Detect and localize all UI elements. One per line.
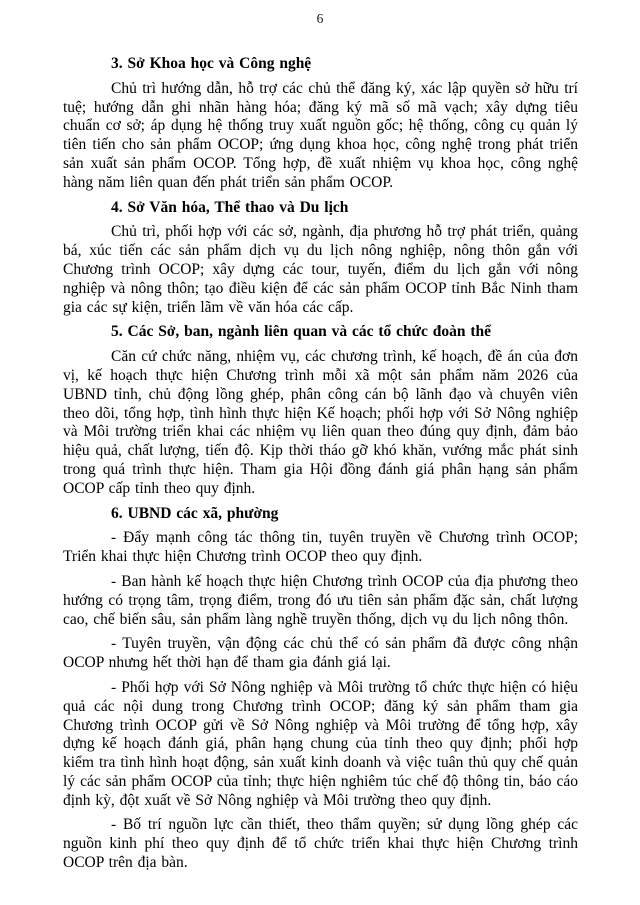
- section-4-paragraph: Chủ trì, phối hợp với các sở, ngành, địa phương hỗ trợ phát triển, quảng bá, xúc tiến các sản phẩm dịch vụ du lịch nông nghiệp, nông thôn gắn với Chương trình OCOP; xây dựng các tour, tuyến, điểm du lịch gắn với nông nghiệp và nông thôn; tạo điều kiện để các sản phẩm OCOP tỉnh Bắc Ninh tham gia các sự kiện, triển lãm về văn hóa các cấp.: [63, 223, 578, 316]
- section-6-bullet-2: - Ban hành kế hoạch thực hiện Chương trình OCOP của địa phương theo hướng có trọng tâm, trọng điểm, trong đó ưu tiên sản phẩm đặc sản, chất lượng cao, chế biến sâu, sản phẩm làng nghề truyền thống, dịch vụ du lịch nông thôn.: [63, 572, 578, 628]
- section-heading-3: 3. Sở Khoa học và Công nghệ: [111, 55, 312, 72]
- section-3-paragraph: Chủ trì hướng dẫn, hỗ trợ các chủ thể đăng ký, xác lập quyền sở hữu trí tuệ; hướng dẫn ghi nhãn hàng hóa; đăng ký mã số mã vạch; xây dựng tiêu chuẩn cơ sở; áp dụng hệ thống truy xuất nguồn gốc; hệ thống, công cụ quản lý tiên tiến cho sản phẩm OCOP; ứng dụng khoa học, công nghệ trong phát triển sản xuất sản phẩm OCOP. Tổng hợp, đề xuất nhiệm vụ khoa học, công nghệ hàng năm liên quan đến phát triển sản phẩm OCOP.: [63, 79, 578, 191]
- section-heading-4: 4. Sở Văn hóa, Thể thao và Du lịch: [111, 198, 349, 216]
- section-6-bullet-4: - Phối hợp với Sở Nông nghiệp và Môi trường tổ chức thực hiện có hiệu quả các nội dung trong Chương trình OCOP; đăng ký sản phẩm tham gia Chương trình OCOP gửi về Sở Nông nghiệp và Môi trường để tổng hợp, xây dựng kế hoạch đánh giá, phân hạng chung của tỉnh theo quy định; phối hợp kiểm tra tình hình hoạt động, sản xuất kinh doanh và việc tuân thủ quy chế quản lý các sản phẩm OCOP của tỉnh; thực hiện nghiêm túc chế độ thông tin, báo cáo định kỳ, đột xuất về Sở Nông nghiệp và Môi trường theo quy định.: [63, 678, 578, 809]
- section-heading-6: 6. UBND các xã, phường: [111, 504, 279, 522]
- section-6-bullet-1: - Đẩy mạnh công tác thông tin, tuyên truyền về Chương trình OCOP; Triển khai thực hiện Chương trình OCOP theo quy định.: [63, 529, 578, 566]
- document-body: [0, 27, 640, 873]
- section-heading-5: 5. Các Sở, ban, ngành liên quan và các tổ chức đoàn thể: [111, 323, 491, 341]
- section-6-bullet-3: - Tuyên truyền, vận động các chủ thể có sản phẩm đã được công nhận OCOP nhưng hết thời hạn để tham gia đánh giá lại.: [63, 635, 578, 672]
- page-number: 6: [316, 11, 324, 26]
- section-5-paragraph: Căn cứ chức năng, nhiệm vụ, các chương trình, kế hoạch, đề án của đơn vị, kế hoạch thực hiện Chương trình mỗi xã một sản phẩm năm 2026 của UBND tỉnh, chủ động lồng ghép, phân công cán bộ lãnh đạo và chuyên viên theo dõi, tổng hợp, tình hình thực hiện Kế hoạch; phối hợp với Sở Nông nghiệp và Môi trường triển khai các nhiệm vụ liên quan theo đúng quy định, đảm bảo hiệu quả, chất lượng, tiến độ. Kịp thời tháo gỡ khó khăn, vướng mắc phát sinh trong quá trình thực hiện. Tham gia Hội đồng đánh giá phân hạng sản phẩm OCOP cấp tỉnh theo quy định.: [63, 348, 578, 497]
- section-6-bullet-5: - Bố trí nguồn lực cần thiết, theo thẩm quyền; sử dụng lồng ghép các nguồn kinh phí theo quy định để tổ chức triển khai thực hiện Chương trình OCOP trên địa bàn.: [63, 816, 578, 872]
